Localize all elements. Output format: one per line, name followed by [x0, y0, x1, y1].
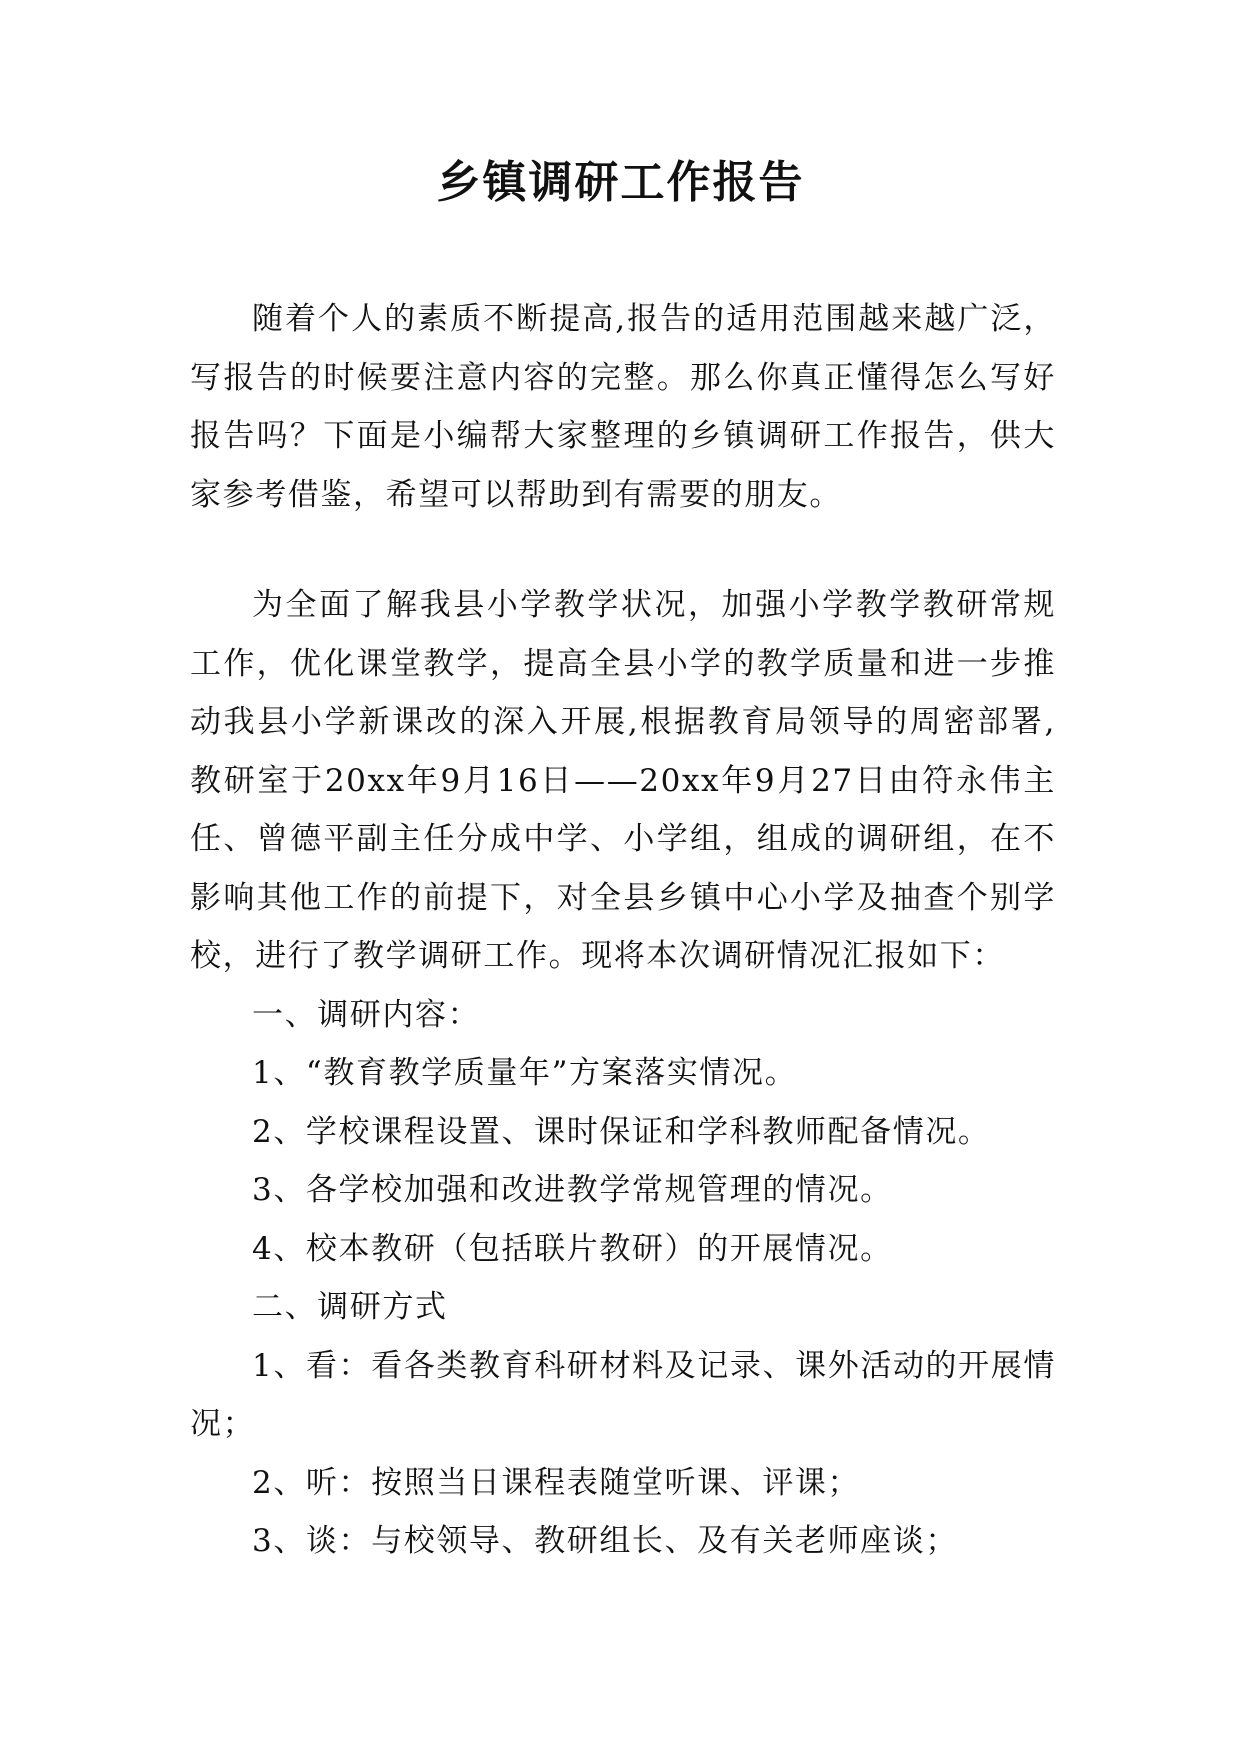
section-heading-content: 一、调研内容：	[252, 996, 481, 1033]
report-body	[190, 576, 1056, 1571]
content-item-3: 3、各学校加强和改进教学常规管理的情况。	[252, 1172, 893, 1208]
content-item-1: 1、“教育教学质量年”方案落实情况。	[252, 1055, 798, 1091]
content-item-2: 2、学校课程设置、课时保证和学科教师配备情况。	[252, 1113, 991, 1150]
method-item-2: 2、听：按照当日课程表随堂听课、评课；	[252, 1464, 861, 1501]
method-item-1: 1、看：看各类教育科研材料及记录、课外活动的开展情况；	[190, 1347, 1056, 1442]
body-paragraph-opening: 为全面了解我县小学教学状况，加强小学教学教研常规工作，优化课堂教学，提高全县小学的教学质量和进一步推动我县小学新课改的深入开展,根据教育局领导的周密部署,教研室于20xx年9月16日——20xx年9月27日由符永伟主任、曾德平副主任分成中学、小学组，组成的调研组，在不影响其他工作的前提下，对全县乡镇中心小学及抽查个别学校，进行了教学调研工作。现将本次调研情况汇报如下：	[190, 587, 1056, 974]
document-title: 乡镇调研工作报告	[436, 157, 805, 208]
content-item-4: 4、校本教研（包括联片教研）的开展情况。	[252, 1230, 893, 1267]
intro-section	[190, 290, 1056, 524]
section-heading-method: 二、调研方式	[252, 1289, 448, 1325]
intro-paragraph: 随着个人的素质不断提高,报告的适用范围越来越广泛，写报告的时候要注意内容的完整。那么你真正懂得怎么写好报告吗？下面是小编帮大家整理的乡镇调研工作报告，供大家参考借鉴，希望可以帮助到有需要的朋友。	[190, 301, 1056, 513]
method-item-3: 3、谈：与校领导、教研组长、及有关老师座谈；	[252, 1523, 958, 1559]
